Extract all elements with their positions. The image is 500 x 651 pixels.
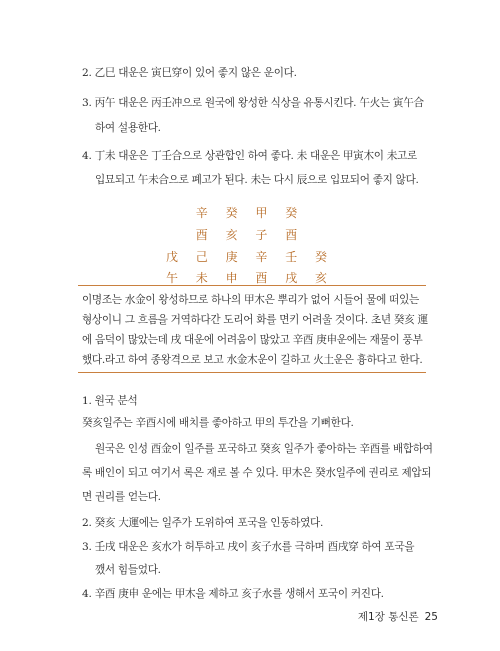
list-item-2: 2. 乙巳 대운은 寅巳穿이 있어 좋지 않은 운이다. — [82, 67, 297, 79]
chart-heavenly-stems: 辛 癸 甲 癸 — [195, 206, 305, 220]
analysis-line-6: 3. 壬戌 대운은 亥水가 허투하고 戌이 亥子水를 극하며 酉戌穿 하여 포국을 — [82, 541, 415, 553]
note-line-2: 형상이니 그 흐름을 거역하다간 도리어 화를 면키 어려울 것이다. 초년 癸亥 運 — [82, 314, 428, 326]
chart-earthly-branches: 酉 亥 子 酉 — [195, 228, 305, 242]
chart-luck-branches: 午 未 申 酉 戌 亥 — [165, 271, 335, 285]
analysis-line-5: 2. 癸亥 大運에는 일주가 도위하여 포국을 인동하였다. — [82, 517, 324, 529]
list-item-4-cont: 입묘되고 午未合으로 폐고가 된다. 未는 다시 辰으로 입묘되어 좋지 않다. — [95, 174, 419, 186]
list-item-3: 3. 丙午 대운은 丙壬冲으로 원국에 왕성한 식상을 유통시킨다. 午火는 寅午合 — [82, 97, 424, 109]
note-line-1: 이명조는 水金이 왕성하므로 하나의 甲木은 뿌리가 없어 시들어 물에 떠있는 — [82, 294, 419, 306]
page-number: 25 — [424, 611, 438, 623]
note-top-rule — [78, 285, 426, 286]
analysis-heading: 1. 원국 분석 — [82, 395, 138, 407]
note-line-3: 에 음덕이 많았는데 戌 대운에 어려움이 많았고 辛酉 庚申운에는 재물이 풍부 — [82, 334, 423, 346]
note-line-4: 했다.라고 하여 종왕격으로 보고 水金木운이 길하고 火土운은 흉하다고 한다. — [82, 354, 423, 366]
chapter-title: 제1장 통신론 — [357, 611, 419, 623]
note-bottom-rule — [78, 372, 426, 373]
analysis-line-1: 癸亥일주는 辛酉시에 배치를 좋아하고 甲의 투간을 기뻐한다. — [82, 417, 354, 429]
analysis-line-8: 4. 辛酉 庚申 운에는 甲木을 제하고 亥子水를 생해서 포국이 커진다. — [82, 588, 384, 600]
analysis-line-4: 면 권리를 얻는다. — [82, 491, 161, 503]
chart-luck-stems: 戊 己 庚 辛 壬 癸 — [165, 250, 335, 264]
analysis-line-7: 깼서 힘들었다. — [95, 564, 161, 576]
list-item-3-cont: 하여 설용한다. — [95, 122, 161, 134]
analysis-line-3: 록 배인이 되고 여기서 록은 재로 볼 수 있다. 甲木은 癸水일주에 권리로 제압되 — [82, 467, 432, 479]
list-item-4: 4. 丁未 대운은 丁壬合으로 상관합인 하여 좋다. 未 대운은 甲寅木이 未고로 — [82, 150, 417, 162]
analysis-line-2: 원국은 인성 酉金이 일주를 포국하고 癸亥 일주가 좋아하는 辛酉를 배합하여 — [95, 443, 433, 455]
page-footer — [358, 609, 438, 624]
